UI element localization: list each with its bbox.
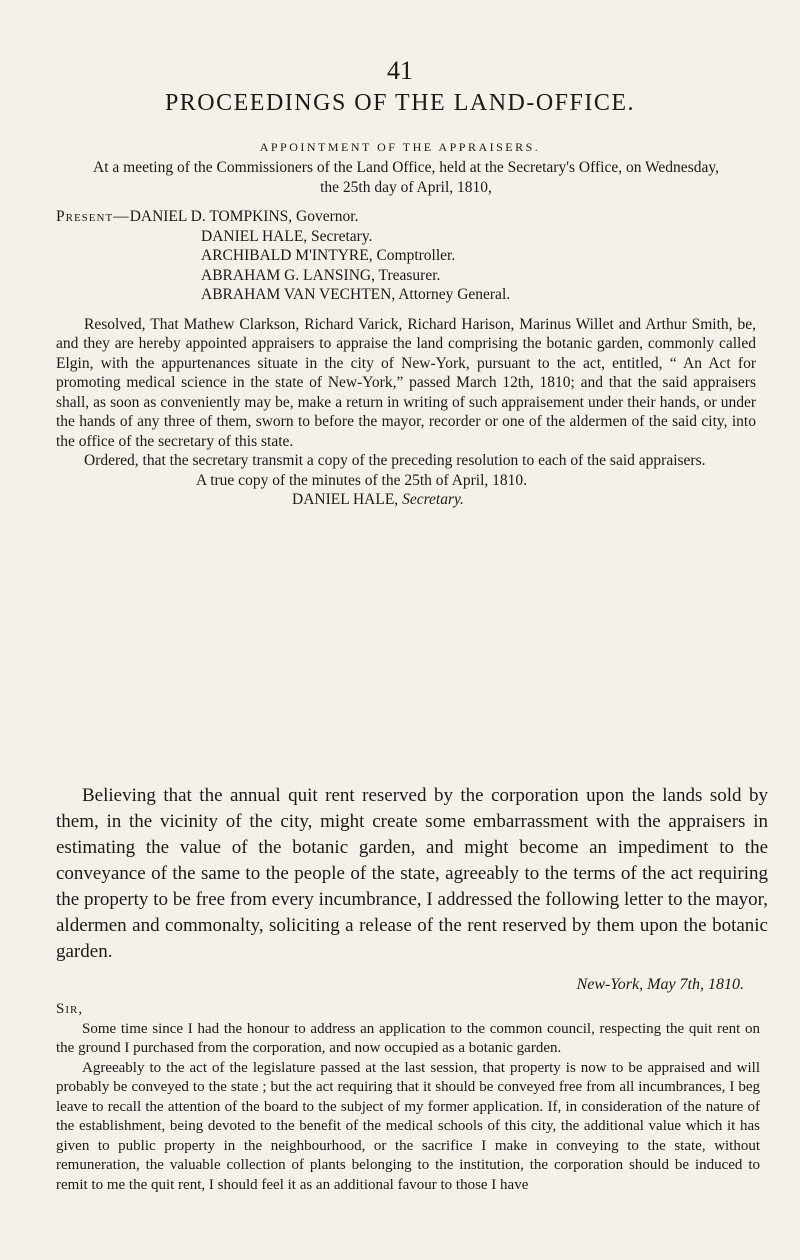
attendee: DANIEL HALE, Secretary. [201, 227, 373, 245]
certification-line: A true copy of the minutes of the 25th of April, 1810. [196, 471, 528, 489]
narrative-paragraph: Believing that the annual quit rent reserved by the corporation upon the lands sold by them, in the vicinity of the city, might create some embarrassment with the appraisers in estimating the value of the botanic garden, and might become an impediment to the conveyance of the same to the people of the state, agreeably to the terms of the act requiring the property to be free from every incumbrance, I addressed the following letter to the mayor, aldermen and commonalty, soliciting a release of the rent reserved by them upon the botanic garden. [56, 785, 768, 962]
letter-salutation: Sir, [56, 1001, 84, 1017]
signature-name: DANIEL HALE, [292, 491, 399, 508]
present-line [56, 207, 756, 227]
present-label: Present— [56, 208, 130, 225]
attendee: ARCHIBALD M'INTYRE, Comptroller. [201, 247, 456, 264]
signature-title: Secretary. [402, 491, 464, 508]
signature [56, 490, 756, 510]
letter-paragraph: Agreeably to the act of the legislature passed at the last session, that property is now to be appraised and will probably be conveyed to the state ; but the act requiring that it should be conveyed free from all incumbrances, I beg leave to recall the attention of the board to the subject of my former application. If, in consideration of the nature of the establishment, being devoted to the benefit of the medical schools of this city, the additional value which it has given to public property in the neighbourhood, or the sacrifice I make in conveying to the state, without remuneration, the valuable collection of plants belonging to the institution, the corporation should be induced to remit to me the quit rent, I should feel it as an additional favour to those I have [56, 1059, 760, 1193]
running-header: PROCEEDINGS OF THE LAND-OFFICE. [164, 90, 636, 116]
attendee: ABRAHAM G. LANSING, Treasurer. [201, 266, 441, 284]
section-heading: APPOINTMENT OF THE APPRAISERS. [259, 140, 541, 154]
letter-paragraph: Some time since I had the honour to address an application to the common council, respecting the quit rent on the ground I purchased from the corporation, and now occupied as a botanic garden. [56, 1020, 760, 1056]
letter-body [56, 1000, 760, 1195]
attendee: ABRAHAM VAN VECHTEN, Attorney General. [201, 286, 511, 303]
attendee: DANIEL D. TOMPKINS, Governor. [129, 208, 359, 225]
meeting-minutes [56, 158, 756, 510]
order-text: Ordered, that the secretary transmit a copy of the preceding resolution to each of the said appraisers. [84, 452, 706, 469]
resolution-text: Resolved, That Mathew Clarkson, Richard Varick, Richard Harison, Marinus Willet and Arthur Smith, be, and they are hereby appointed appraisers to appraise the land comprising the botanic garden, commonly called Elgin, with the appurtenances situate in the city of New-York, pursuant to the act, entitled, “ An Act for promoting medical science in the state of New-York,” passed March 12th, 1810; and that the said appraisers shall, as soon as conveniently may be, make a return in writing of such appraisement under their hands, or under the hands of any three of them, sworn to before the mayor, recorder or one of the aldermen of the said city, into the office of the secretary of this state. [56, 315, 756, 450]
page-number: 41 [387, 56, 413, 85]
meeting-intro: At a meeting of the Commissioners of the Land Office, held at the Secretary's Office, on Wednesday, the 25th day of April, 1810, [93, 159, 719, 196]
letter-dateline: New-York, May 7th, 1810. [576, 976, 744, 993]
